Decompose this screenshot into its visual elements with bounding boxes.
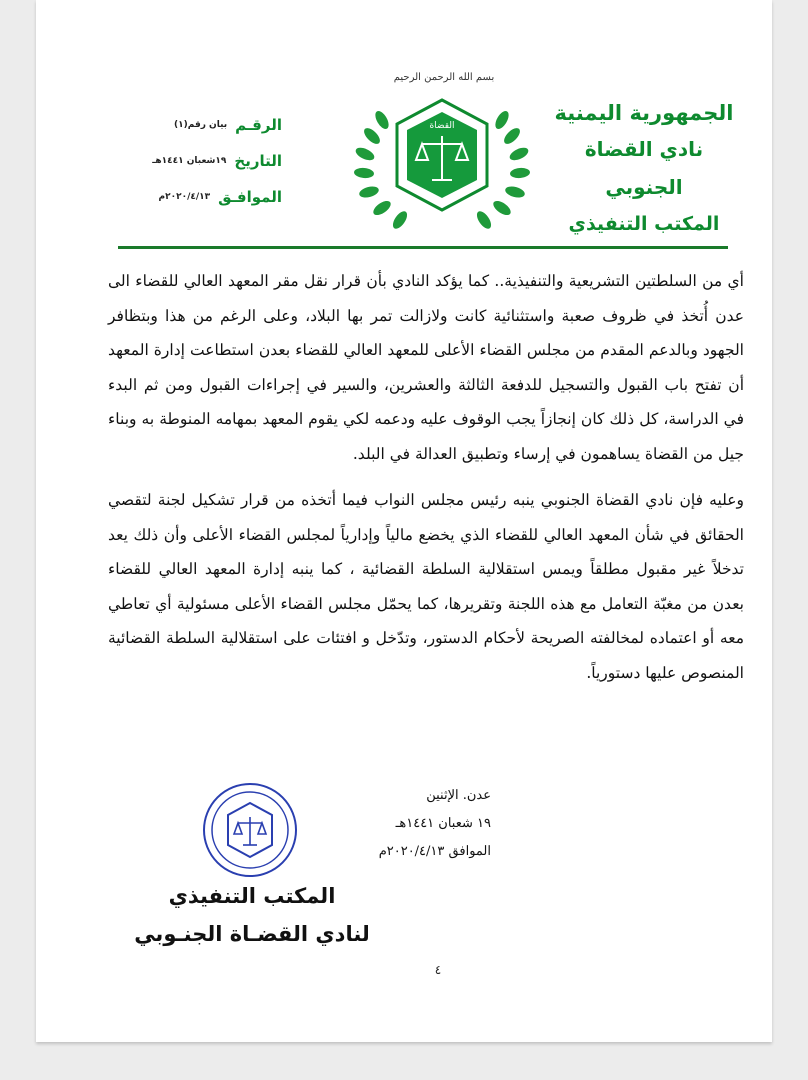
club-name: نادي القضاة الجنوبي <box>584 137 704 199</box>
reference-date-row <box>112 143 282 179</box>
signature-city-day: عدن. الإثنين <box>426 788 491 803</box>
signature-date-block <box>366 782 491 866</box>
reference-number-row <box>112 107 282 143</box>
reference-number-value: بيان رقم(١) <box>174 120 228 130</box>
document-page <box>36 0 772 1042</box>
basmala: بسم الله الرحمن الرحيم <box>393 72 495 83</box>
reference-corresponding-label: الموافـق <box>218 188 282 206</box>
page-number: ٤ <box>434 963 442 977</box>
country-name: الجمهورية اليمنية <box>554 101 734 125</box>
header-divider <box>118 246 728 249</box>
reference-corresponding-row <box>112 179 282 215</box>
club-logo <box>342 80 542 240</box>
statement-body <box>108 264 744 690</box>
paragraph-2: وعليه فإن نادي القضاة الجنوبي ينبه رئيس مجلس النواب فيما أتخذه من قرار تشكيل لجنة لتقصي الحقائق في شأن المعهد العالي للقضاء الذي يخضع مالياً وإدارياً لمجلس القضاء الأعلى وأن ذلك يعد تدخلاً غير مقبول مطلقاً ويمس استقلالية السلطة القضائية ، كما ينبه إدارة المعهد العالي للقضاء بعدن من مغبّة التعامل مع هذه اللجنة وتقريرها، كما يحمّل مجلس القضاء الأعلى مسئولية أي تعاطي معه أو اعتماده لمخالفته الصريحة لأحكام الدستور، وتدّخل و افتئات على استقلالية السلطة القضائية المنصوص عليها دستورياً. <box>108 491 744 682</box>
reference-date-label: التاريخ <box>234 152 282 170</box>
reference-number-label: الرقـم <box>235 116 282 134</box>
reference-corresponding-value: ٢٠٢٠/٤/١٣م <box>158 192 211 202</box>
signature-title <box>132 878 372 954</box>
reference-block <box>112 107 282 215</box>
reference-date-value: ١٩شعبان ١٤٤١هـ <box>152 156 227 166</box>
signature-club: لنادي القضـاة الجنـوبي <box>134 922 370 946</box>
office-name: المكتب التنفيذي <box>568 213 720 235</box>
signature-hijri-date: ١٩ شعبان ١٤٤١هـ <box>395 816 491 831</box>
letterhead-org <box>549 96 739 242</box>
signature-gregorian-date: الموافق ٢٠٢٠/٤/١٣م <box>378 844 491 859</box>
signature-office: المكتب التنفيذي <box>168 884 336 908</box>
paragraph-1: أي من السلطتين التشريعية والتنفيذية.. كما يؤكد النادي بأن قرار نقل مقر المعهد العالي للقضاء الى عدن أُتخذ في ظروف صعبة واستثنائية كانت ولازالت تمر بها البلاد، وعلى الرغم من هذا وبتظافر الجهود وبالدعم المقدم من مجلس القضاء الأعلى للمعهد العالي للقضاء بعدن استطاعت إدارة المعهد أن تفتح باب القبول والتسجيل للدفعة الثالثة والعشرين، والسير في إجراءات القبول ومن ثم البدء في الدراسة، كل ذلك كان إنجازاً يجب الوقوف عليه ودعمه لكي يقوم المعهد بمهامه المنوطة به وبناء جيل من القضاة يساهمون في إرساء وتطبيق العدالة في البلد. <box>108 272 744 463</box>
logo-title: القضاة <box>429 121 455 131</box>
club-stamp-icon <box>200 781 300 879</box>
